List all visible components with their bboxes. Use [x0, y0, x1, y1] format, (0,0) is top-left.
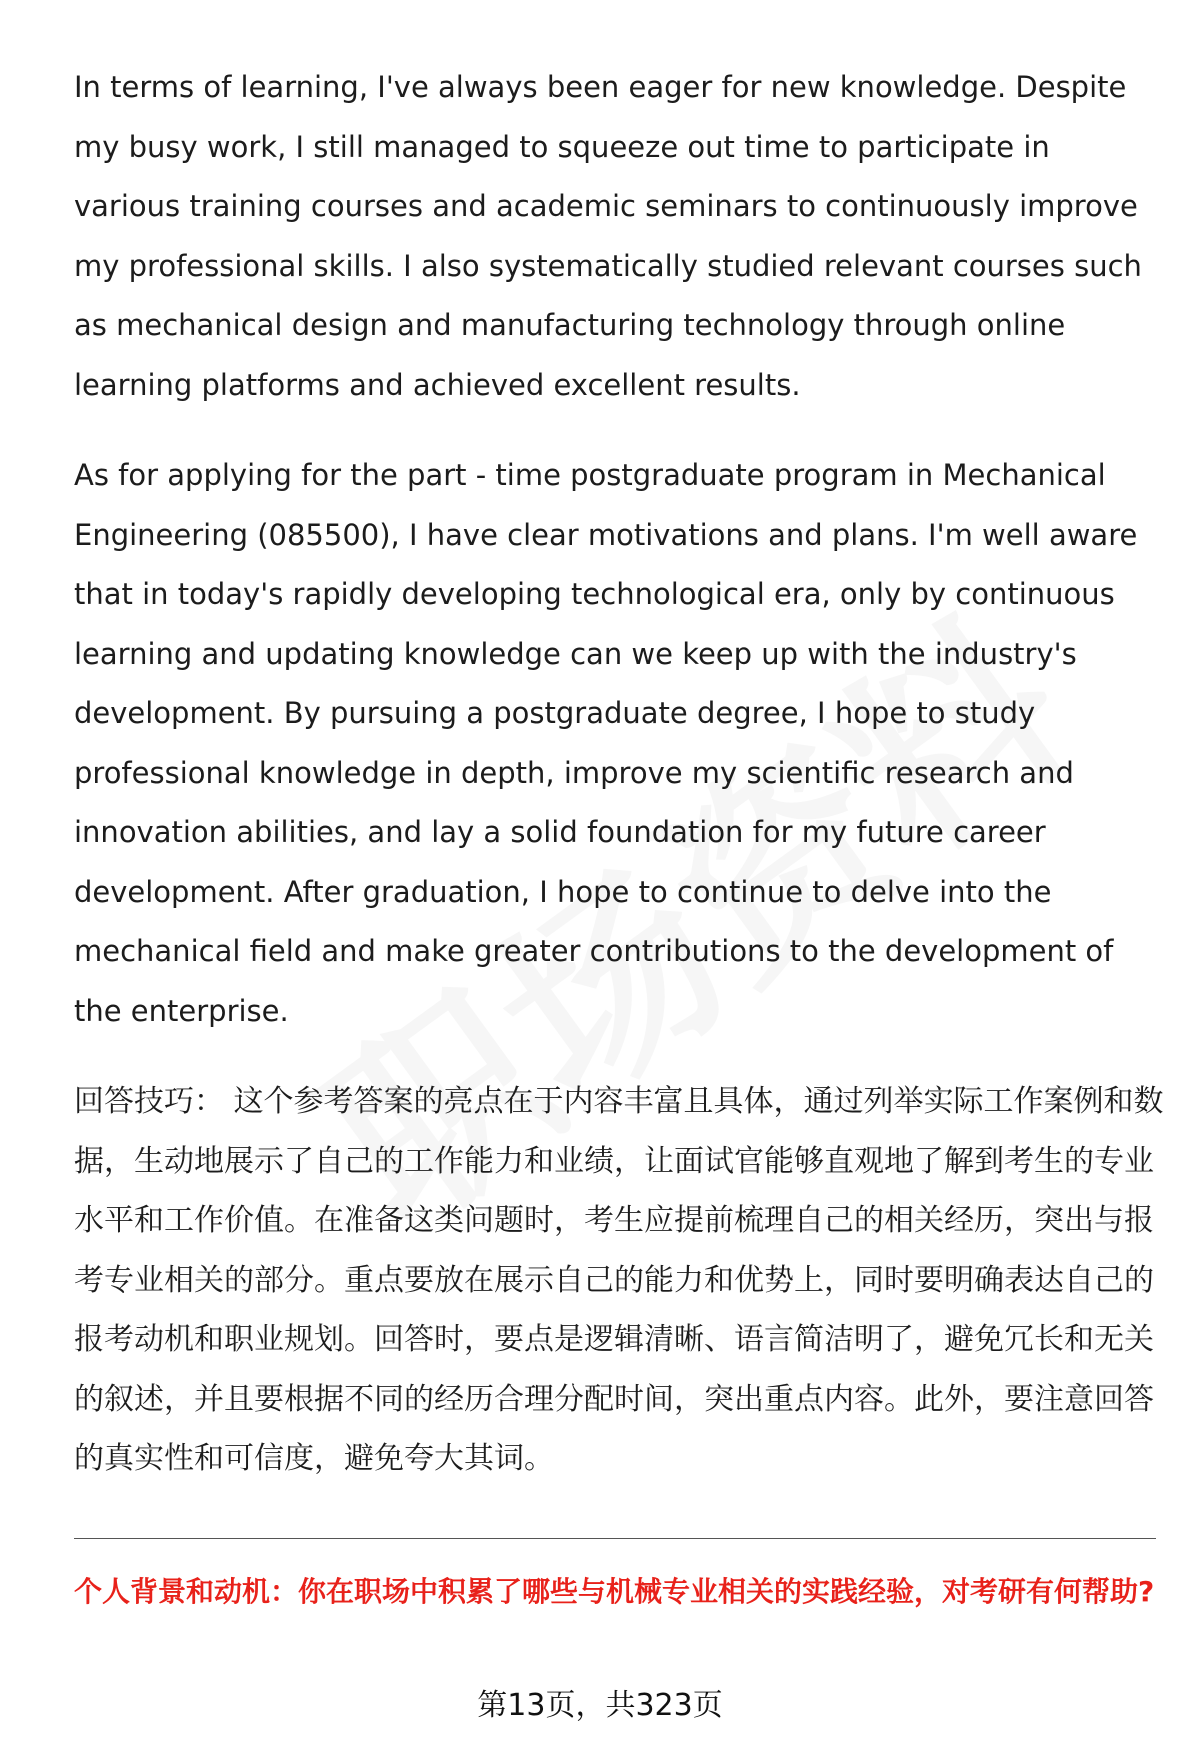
paragraph-motivation: As for applying for the part - time postgraduate program in Mechanical Engineering (085500), I have clear motivations and plans. I'm well aware that in today's rapidly developing technological era, only by continuous learning and updating knowledge can we keep up with the industry's development. By pursuing a postgraduate degree, I hope to study professional knowledge in depth, improve my scientific research and innovation abilities, and lay a solid foundation for my future career development. After graduation, I hope to continue to delve into the mechanical field and make greater contributions to the development of the enterprise.: [74, 458, 1138, 1028]
paragraph-learning: In terms of learning, I've always been eager for new knowledge. Despite my busy work, I still managed to squeeze out time to participate in various training courses and academic seminars to continuously improve my professional skills. I also systematically studied relevant courses such as mechanical design and manufacturing technology through online learning platforms and achieved excellent results.: [74, 70, 1142, 402]
question-heading: 个人背景和动机：你在职场中积累了哪些与机械专业相关的实践经验，对考研有何帮助?: [74, 1575, 1155, 1608]
page-number: 第13页，共323页: [477, 1688, 723, 1723]
answer-tips: 回答技巧： 这个参考答案的亮点在于内容丰富且具体，通过列举实际工作案例和数据，生动地展示了自己的工作能力和业绩，让面试官能够直观地了解到考生的专业水平和工作价值。在准备这类问题时，考生应提前梳理自己的相关经历，突出与报考专业相关的部分。重点要放在展示自己的能力和优势上，同时要明确表达自己的报考动机和职业规划。回答时，要点是逻辑清晰、语言简洁明了，避免冗长和无关的叙述，并且要根据不同的经历合理分配时间，突出重点内容。此外，要注意回答的真实性和可信度，避免夸大其词。: [74, 1084, 1164, 1476]
section-divider: [74, 1538, 1156, 1539]
